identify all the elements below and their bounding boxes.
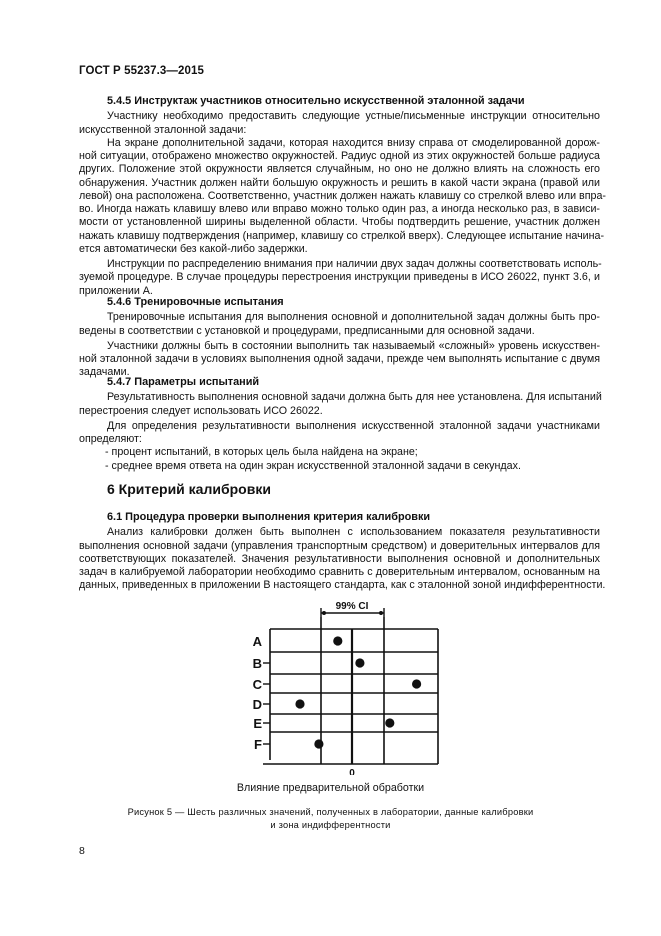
paragraph-line: задач в калибруемой лаборатории необходимо сравнить с доверительным интервалом, основанным на (79, 566, 600, 578)
paragraph-line: ной ситуации, отображено множество окружностей. Радиус одной из этих окружностей больше радиуса (79, 150, 600, 162)
paragraph-line: Анализ калибровки должен быть выполнен с использованием показателя результативности (107, 526, 600, 539)
section-heading: 6.1 Процедура проверки выполнения критерия калибровки (107, 511, 431, 523)
data-point-a (333, 636, 342, 645)
zero-tick-label: 0 (349, 768, 355, 775)
figure-x-label: Влияние предварительной обработки (236, 782, 425, 794)
paragraph-line: искусственной эталонной задачи: (79, 123, 247, 136)
paragraph-line: Инструкции по распределению внимания при наличии двух задач должны соответствовать исполь- (107, 258, 602, 270)
svg-text:D: D (252, 697, 262, 712)
paragraph-line: ется автоматически без какой-либо задержки. (79, 242, 308, 255)
data-point-b (355, 658, 364, 667)
svg-text:B: B (252, 656, 262, 671)
paragraph-line: Тренировочные испытания для выполнения основной и дополнительной задач должны быть про- (107, 311, 600, 324)
section-heading: 5.4.7 Параметры испытаний (107, 376, 260, 388)
paragraph-line: во. Иногда нажать клавишу влево или вправо можно только один раз, а иногда несколько раз, в зависи- (79, 203, 600, 215)
paragraph-line: соответствующих показателей. Значения результативности выполнения основной и дополнительных (79, 552, 600, 565)
paragraph-line: ной эталонной задачи в условиях выполнения одной задачи, прежде чем выполнять испытание с двумя (79, 353, 600, 365)
paragraph-line: ведены в соответствии с установкой и процедурами, предписанными для основной задачи. (79, 324, 535, 337)
svg-text:F: F (254, 737, 262, 752)
bullet-item: - процент испытаний, в которых цель была найдена на экране; (105, 446, 418, 459)
paragraph-line: мости от установленной ширины выделенной области. Чтобы подтвердить решение, участник должен (79, 216, 600, 229)
page-number: 8 (79, 845, 85, 857)
document-header: ГОСТ Р 55237.3—2015 (79, 65, 204, 77)
row-labels (253, 634, 263, 752)
paragraph-line: приложении А. (79, 284, 153, 297)
section-5-4-5 (79, 95, 606, 298)
data-point-e (385, 718, 394, 727)
chapter-heading: 6 Критерий калибровки (107, 481, 271, 497)
paragraph-line: зуемой процедуре. В случае процедуры перестроения инструкции приведены в ИСО 26022, пункт 3.6, и (79, 271, 600, 284)
calibration-chart (0, 595, 661, 775)
paragraph-line: Участники должны быть в состоянии выполнить так называемый «сложный» уровень искусствен- (107, 339, 600, 352)
paragraph-line: выполнения основной задачи (управления транспортным средством) и доверительных интервалов для (79, 539, 600, 552)
grid (263, 617, 438, 764)
paragraph-line: Результативность выполнения основной задачи должна быть для нее установлена. Для испытаний (107, 391, 602, 404)
paragraph-line: обнаружения. Участник должен найти большую окружность и решить в какой части экрана (правой или (79, 176, 600, 189)
caption-line: и зона индифферентности (270, 819, 391, 830)
paragraph-line: На экране дополнительной задачи, которая находится внизу справа от смоделированной дорож- (107, 136, 600, 149)
paragraph-line: нажать клавишу подтверждения (например, клавишу со стрелкой вверх). Следующее испытание начина- (79, 229, 605, 242)
paragraph-line: перестроения следует использовать ИСО 26022. (79, 404, 323, 417)
data-point-f (314, 739, 323, 748)
paragraph-line: левой) она расположена. Соответственно, участник должен нажать клавишу со стрелкой влево или впра- (79, 189, 606, 202)
svg-text:C: C (252, 677, 262, 692)
figure-caption (100, 806, 561, 831)
paragraph-line: задачами. (79, 366, 130, 379)
paragraph-line: Участнику необходимо предоставить следующие устные/письменные инструкции относительно (107, 110, 600, 123)
paragraph-line: данных, приведенных в приложении В настоящего стандарта, как с эталонной зоной индифферентности. (79, 579, 606, 592)
section-5-4-6 (79, 296, 600, 380)
section-heading: 5.4.5 Инструктаж участников относительно искусственной эталонной задачи (107, 95, 525, 107)
svg-text:A: A (252, 634, 262, 649)
data-point-d (295, 699, 304, 708)
paragraph-line: других. Положение этой окружности является случайным, но оно не должно влиять на сложность его (79, 163, 600, 176)
section-heading: 5.4.6 Тренировочные испытания (107, 296, 284, 308)
paragraph-line: Для определения результативности выполнения искусственной эталонной задачи участниками (107, 419, 600, 432)
section-6-1 (79, 511, 606, 593)
bullet-item: - среднее время ответа на один экран искусственной эталонной задачи в секундах. (105, 459, 521, 472)
svg-text:E: E (253, 716, 262, 731)
ci-label: 99% CI (335, 601, 369, 612)
paragraph-line: определяют: (79, 433, 142, 445)
data-point-c (412, 679, 421, 688)
caption-line: Рисунок 5 — Шесть различных значений, полученных в лаборатории, данные калибровки (127, 807, 534, 817)
row-ticks (263, 663, 270, 744)
calibration-figure (0, 595, 661, 775)
section-5-4-7 (79, 376, 600, 473)
